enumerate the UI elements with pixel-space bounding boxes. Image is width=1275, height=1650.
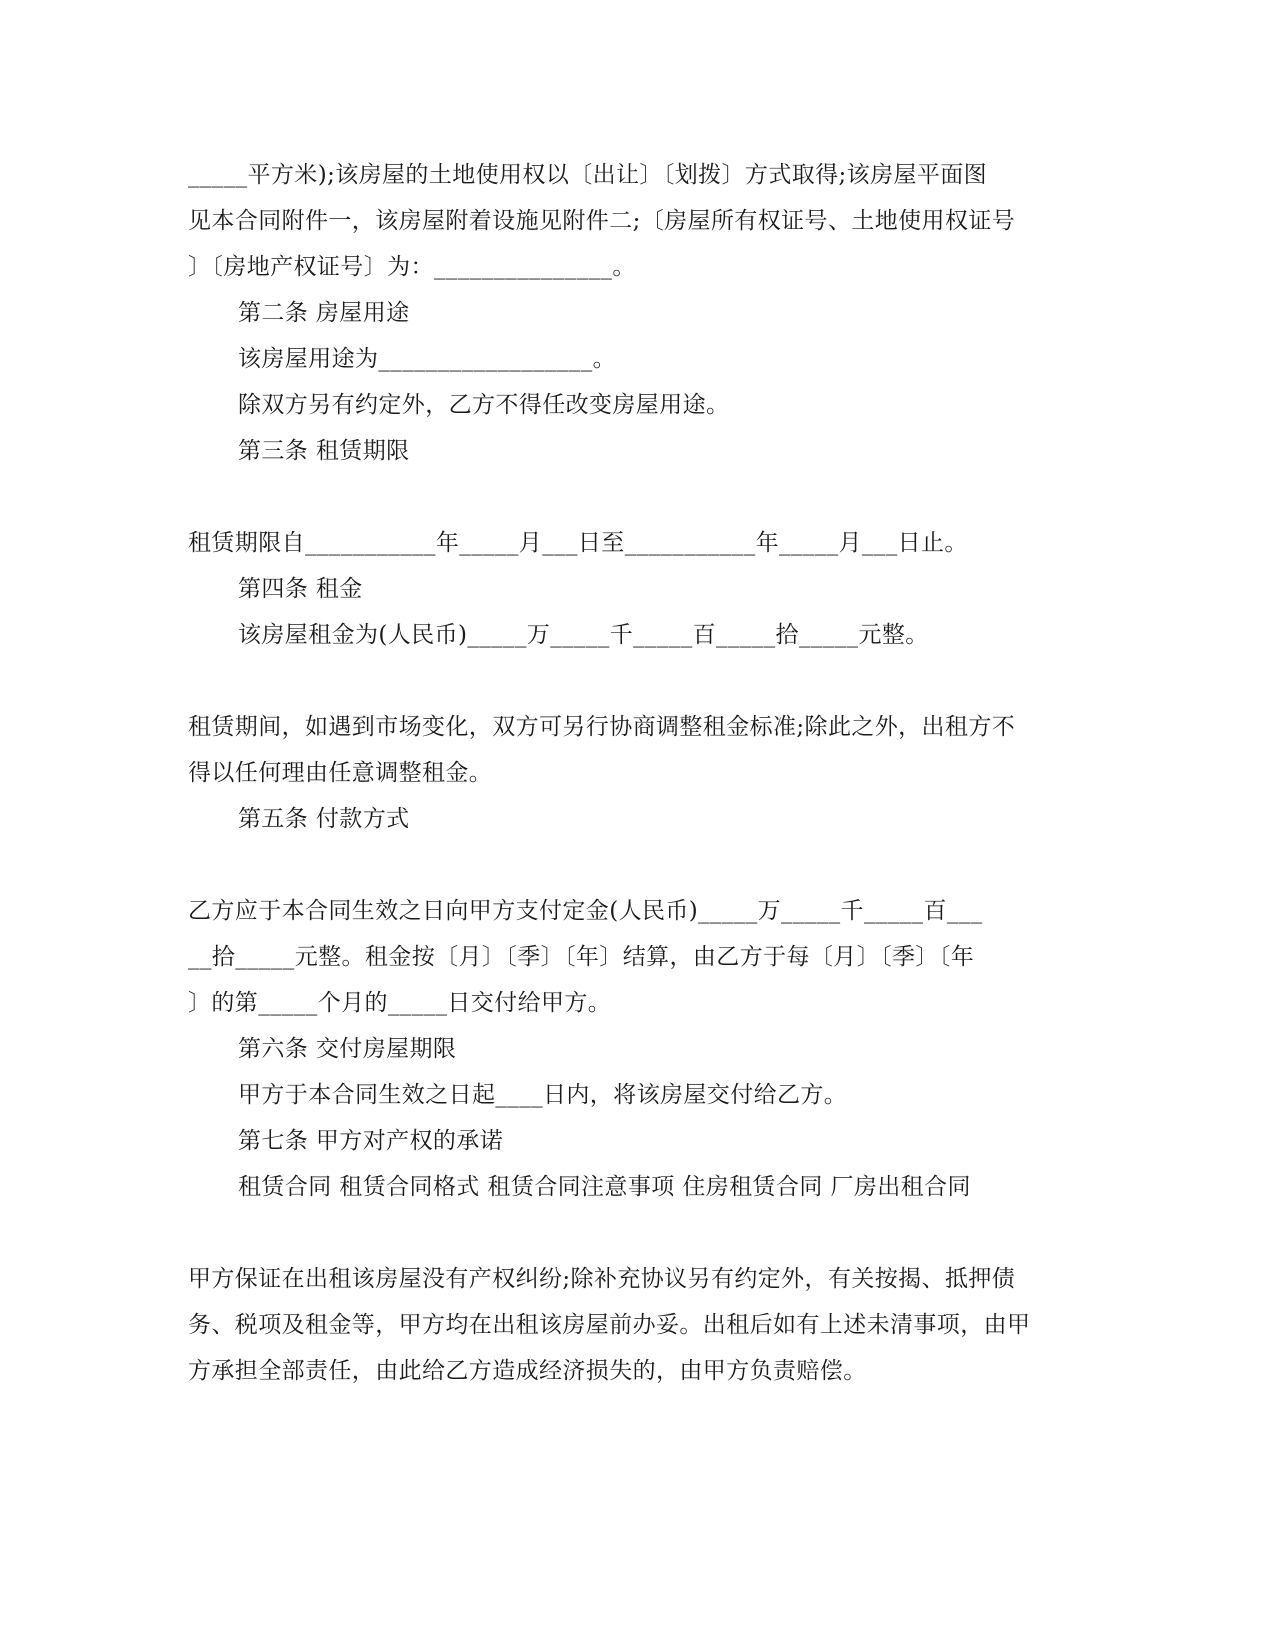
- text-line: 务、税项及租金等，甲方均在出租该房屋前办妥。出租后如有上述未清事项，由甲: [188, 1312, 1031, 1338]
- text-line: 该房屋租金为(人民币)_____万_____千_____百_____拾_____元整。: [238, 622, 929, 648]
- article-heading: 第七条 甲方对产权的承诺: [238, 1128, 504, 1154]
- article-heading: 第六条 交付房屋期限: [238, 1036, 457, 1062]
- keyword-line: 租赁合同 租赁合同格式 租赁合同注意事项 住房租赁合同 厂房出租合同: [238, 1174, 971, 1200]
- text-line: _____平方米);该房屋的土地使用权以〔出让〕〔划拨〕方式取得;该房屋平面图: [188, 162, 988, 188]
- text-line: 甲方保证在出租该房屋没有产权纠纷;除补充协议另有约定外，有关按揭、抵押债: [188, 1266, 1016, 1292]
- text-line: 方承担全部责任，由此给乙方造成经济损失的，由甲方负责赔偿。: [188, 1358, 867, 1384]
- article-heading: 第四条 租金: [238, 576, 363, 602]
- text-line: 甲方于本合同生效之日起____日内，将该房屋交付给乙方。: [238, 1082, 848, 1108]
- text-line: 该房屋用途为__________________。: [238, 346, 616, 372]
- text-line: 租赁期限自___________年_____月___日至___________年_____月___日止。: [188, 530, 968, 556]
- text-line: 见本合同附件一，该房屋附着设施见附件二;〔房屋所有权证号、土地使用权证号: [188, 208, 1016, 234]
- article-heading: 第二条 房屋用途: [238, 300, 410, 326]
- article-heading: 第三条 租赁期限: [238, 438, 410, 464]
- text-line: 乙方应于本合同生效之日向甲方支付定金(人民币)_____万_____千_____百___: [188, 898, 983, 924]
- text-line: 租赁期间，如遇到市场变化，双方可另行协商调整租金标准;除此之外，出租方不: [188, 714, 1016, 740]
- text-line: 〕〔房地产权证号〕为：_______________。: [188, 254, 636, 280]
- text-line: 得以任何理由任意调整租金。: [188, 760, 493, 786]
- text-line: 除双方另有约定外，乙方不得任改变房屋用途。: [238, 392, 730, 418]
- text-line: 〕的第_____个月的_____日交付给甲方。: [188, 990, 612, 1016]
- article-heading: 第五条 付款方式: [238, 806, 410, 832]
- text-line: __拾_____元整。租金按〔月〕〔季〕〔年〕结算，由乙方于每〔月〕〔季〕〔年: [188, 944, 975, 970]
